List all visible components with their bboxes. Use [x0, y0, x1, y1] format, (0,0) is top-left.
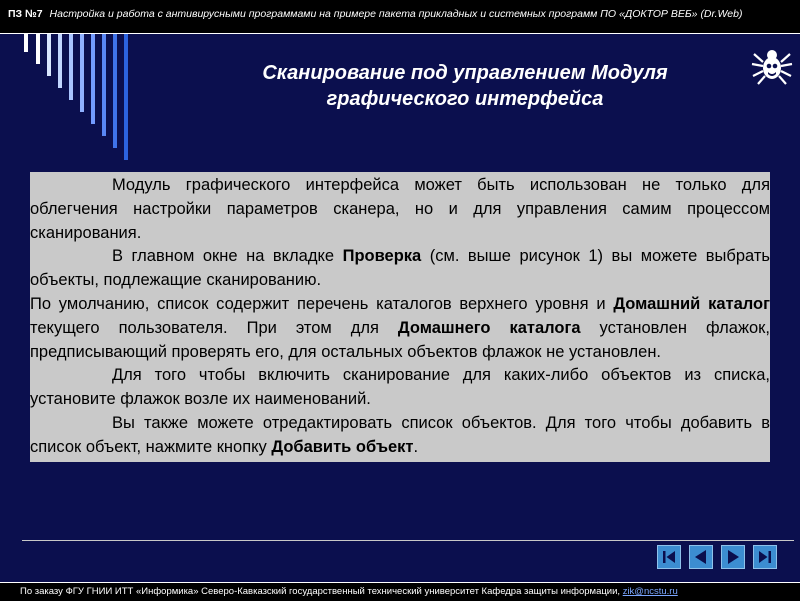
footer-text	[20, 586, 800, 597]
previous-slide-button[interactable]	[689, 545, 713, 569]
home-catalog-term: Домашний каталог	[613, 294, 770, 313]
last-slide-button[interactable]	[753, 545, 777, 569]
header-bar	[0, 0, 800, 34]
paragraph-4: Для того чтобы включить сканирование для каких-либо объектов из списка, установите флажок возле их наименований.	[30, 366, 770, 409]
slide-title-line2: графического интерфейса	[326, 88, 604, 110]
paragraph-2	[30, 245, 770, 293]
paragraph-3-text-c: текущего пользователя. При этом для	[30, 318, 398, 337]
paragraph-5	[30, 412, 770, 460]
paragraph-5-text-a: Вы также можете отредактировать список объектов. Для того чтобы добавить в список объект, нажмите кнопку	[30, 413, 770, 456]
paragraph-3-text-e: установлен флажок, предписывающий проверять его, для остальных объектов флажок не установлен.	[30, 318, 770, 361]
skip-to-last-icon	[754, 546, 776, 568]
skip-to-first-icon	[658, 546, 680, 568]
tab-check-term: Проверка	[342, 247, 422, 266]
first-slide-button[interactable]	[657, 545, 681, 569]
next-arrow-icon	[722, 546, 744, 568]
paragraph-5-text-c: .	[413, 437, 419, 456]
previous-arrow-icon	[690, 546, 712, 568]
home-catalog-term-genitive: Домашнего каталога	[397, 318, 581, 337]
slide-title	[200, 60, 730, 112]
slide-title-line1: Сканирование под управлением Модуля	[262, 62, 668, 84]
decorative-stripes	[0, 34, 135, 164]
content-panel	[30, 172, 770, 462]
paragraph-2-text-c: (см. выше рисунок 1) вы можете выбрать объекты, подлежащие сканированию.	[30, 247, 770, 290]
paragraph-3	[30, 293, 770, 364]
paragraph-3-text-a: По умолчанию, список содержит перечень каталогов верхнего уровня и	[30, 294, 614, 313]
footer-bar	[0, 582, 800, 601]
header-text	[8, 8, 796, 20]
add-object-term: Добавить объект	[271, 437, 414, 456]
lesson-description: Настройка и работа с антивирусными программами на примере пакета прикладных и системных программ ПО «ДОКТОР ВЕБ» (Dr.Web)	[49, 8, 743, 20]
footer-divider	[22, 540, 794, 541]
lesson-code: ПЗ №7	[8, 8, 43, 20]
footer-credit: По заказу ФГУ ГНИИ ИТТ «Информика» Северо-Кавказский государственный технический университет Кафедра защиты информации,	[20, 586, 623, 597]
next-slide-button[interactable]	[721, 545, 745, 569]
paragraph-1: Модуль графического интерфейса может быть использован не только для облегчения настройки параметров сканера, но и для управления самим процессом сканирования.	[30, 176, 770, 242]
paragraph-2-text-a: В главном окне на вкладке	[112, 247, 343, 266]
dr-web-logo-icon	[750, 44, 794, 88]
contact-email-link[interactable]: zik@ncstu.ru	[622, 586, 678, 597]
